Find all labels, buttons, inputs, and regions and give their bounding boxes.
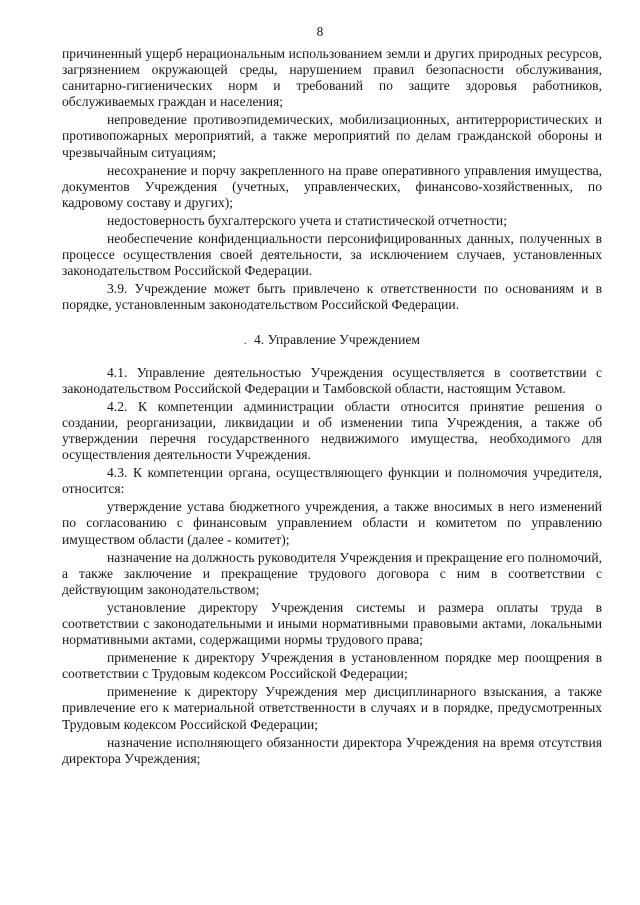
paragraph-clause-4-3: 4.3. К компетенции органа, осуществляющего функции и полномочия учредителя, относится: <box>62 465 602 497</box>
management-clauses <box>62 365 602 767</box>
paragraph-clause-4-2: 4.2. К компетенции администрации области относится принятие решения о создании, реорганизации, ликвидации и об изменении типа Учреждения, а также об утверждении перечня государственного недвижимого имущества, необходимого для осуществления деятельности Учреждения. <box>62 398 602 463</box>
paragraph-clause-3-9: 3.9. Учреждение может быть привлечено к ответственности по основаниям и в порядке, установленным законодательством Российской Федерации. <box>62 281 602 313</box>
paragraph-non-conduct: непроведение противоэпидемических, мобилизационных, антитеррористических и противопожарных мероприятий, а также мероприятий по делам гражданской обороны и чрезвычайным ситуациям; <box>62 112 602 160</box>
scan-mark: . <box>244 335 247 347</box>
page-number: 8 <box>316 24 324 39</box>
document-body <box>62 46 602 769</box>
paragraph-accounting: недостоверность бухгалтерского учета и статистической отчетности; <box>107 212 507 228</box>
paragraph-cont-damage: причиненный ущерб нерациональным использованием земли и других природных ресурсов, загрязнением окружающей среды, нарушением правил безопасности обслуживания, санитарно-гигиенических норм и требований по защите здоровья работников, обслуживаемых граждан и населения; <box>62 46 602 110</box>
section-title: 4. Управление Учреждением <box>254 331 420 347</box>
paragraph-director-appointment: назначение на должность руководителя Учреждения и прекращение его полномочий, а также заключение и прекращение трудового договора с ним в соответствии с действующим законодательством; <box>62 549 602 597</box>
paragraph-charter-approval: утверждение устава бюджетного учреждения, а также вносимых в него изменений по согласованию с финансовым управлением области и комитетом по управлению имуществом области (далее - комитет); <box>62 499 602 547</box>
paragraph-property: несохранение и порчу закрепленного на праве оперативного управления имущества, документов Учреждения (учетных, управленческих, финансово-хозяйственных, по кадровому составу и других); <box>62 162 602 210</box>
responsibility-list <box>62 46 602 314</box>
section-heading <box>62 332 602 350</box>
paragraph-director-pay: установление директору Учреждения системы и размера оплаты труда в соответствии с законодательными и иными нормативными правовыми актами, локальными нормативными актами, содержащими нормы трудового права; <box>62 599 602 648</box>
paragraph-personal-data: необеспечение конфиденциальности персонифицированных данных, полученных в процессе осуществления своей деятельности, за исключением случаев, установленных законодательством Российской Федерации. <box>62 231 602 279</box>
paragraph-acting-director: назначение исполняющего обязанности директора Учреждения на время отсутствия директора Учреждения; <box>62 734 602 766</box>
paragraph-discipline: применение к директору Учреждения мер дисциплинарного взыскания, а также привлечение его к материальной ответственности в случаях и в порядке, предусмотренных Трудовым кодексом Российской Федерации; <box>62 684 602 732</box>
paragraph-incentives: применение к директору Учреждения в установленном порядке мер поощрения в соответствии с Трудовым кодексом Российской Федерации; <box>62 650 602 682</box>
paragraph-clause-4-1: 4.1. Управление деятельностью Учреждения осуществляется в соответствии с законодательством Российской Федерации и Тамбовской области, настоящим Уставом. <box>62 364 602 396</box>
